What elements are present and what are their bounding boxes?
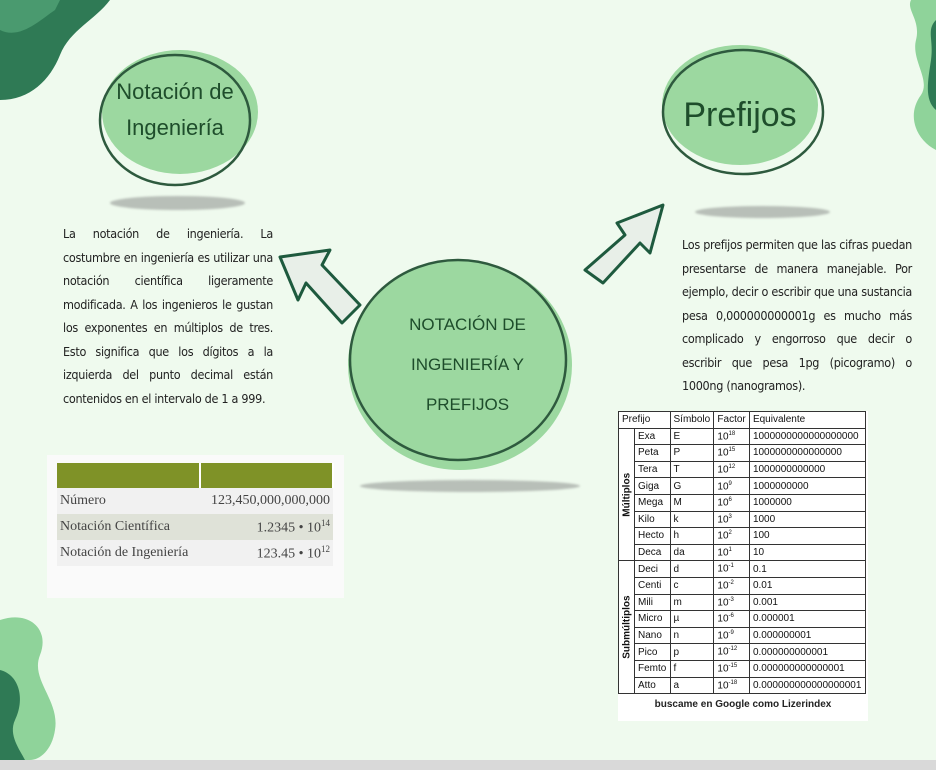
- title-line: Ingeniería: [126, 115, 224, 140]
- symbol-cell: P: [670, 445, 714, 462]
- symbol-cell: m: [670, 594, 714, 611]
- symbol-cell: p: [670, 644, 714, 661]
- row-label: Notación Científica: [57, 514, 200, 540]
- right-topic-title: Prefijos: [683, 95, 797, 134]
- table-row: [619, 494, 866, 511]
- equivalent-cell: 100: [749, 528, 865, 545]
- shadow: [360, 480, 580, 492]
- header-symbol: Símbolo: [670, 412, 714, 429]
- factor-cell: $10^{-1}$: [714, 561, 750, 578]
- row-label: Número: [57, 488, 200, 514]
- wave-decoration-bottom-left: [0, 610, 80, 760]
- equivalent-cell: 0.000000001: [749, 627, 865, 644]
- table-row: [619, 577, 866, 594]
- symbol-cell: d: [670, 561, 714, 578]
- prefix-cell: Tera: [635, 461, 671, 478]
- prefix-cell: Nano: [635, 627, 671, 644]
- prefix-cell: Deca: [635, 544, 671, 561]
- table-row: [619, 428, 866, 445]
- prefix-cell: Hecto: [635, 528, 671, 545]
- equivalent-cell: 0.001: [749, 594, 865, 611]
- table-row: [57, 514, 333, 540]
- prefix-cell: Exa: [635, 428, 671, 445]
- prefix-cell: Micro: [635, 611, 671, 628]
- symbol-cell: h: [670, 528, 714, 545]
- left-topic-title: [110, 60, 240, 160]
- table-row: [619, 644, 866, 661]
- prefix-cell: Deci: [635, 561, 671, 578]
- table-row: [619, 511, 866, 528]
- factor-cell: $10^{-18}$: [714, 677, 750, 694]
- header-cell: [57, 463, 200, 488]
- table-row: [619, 677, 866, 694]
- prefix-cell: Atto: [635, 677, 671, 694]
- equivalent-cell: 0.000000000000000001: [749, 677, 865, 694]
- header-prefix: Prefijo: [619, 412, 671, 429]
- right-description: Los prefijos permiten que las cifras puedan presentarse de manera manejable. Por ejemplo, decir o escribir que una sustancia pesa 0,000000000001g es mucho más complicado y engorroso que decir o escribir que pesa 1pg (picogramo) o 1000ng (nanogramos).: [682, 237, 912, 393]
- factor-cell: $10^1$: [714, 544, 750, 561]
- equivalent-cell: 1000000: [749, 494, 865, 511]
- symbol-cell: T: [670, 461, 714, 478]
- prefix-cell: Femto: [635, 660, 671, 677]
- prefix-table: [618, 411, 868, 721]
- symbol-cell: M: [670, 494, 714, 511]
- factor-cell: $10^3$: [714, 511, 750, 528]
- table-footer: buscame en Google como Lizerindex: [654, 699, 832, 711]
- shadow: [110, 196, 245, 210]
- table-row: [619, 528, 866, 545]
- table-row: [619, 461, 866, 478]
- table-row: [619, 561, 866, 578]
- title-line: PREFIJOS: [425, 395, 510, 414]
- table-row: [619, 445, 866, 462]
- table-row: [619, 611, 866, 628]
- shadow: [695, 206, 830, 218]
- factor-cell: $10^{-9}$: [714, 627, 750, 644]
- equivalent-cell: 0.1: [749, 561, 865, 578]
- symbol-cell: f: [670, 660, 714, 677]
- table-row: [619, 478, 866, 495]
- prefix-cell: Kilo: [635, 511, 671, 528]
- table-row: [619, 660, 866, 677]
- equivalent-cell: 1000: [749, 511, 865, 528]
- group-label: Múltiplos: [619, 428, 635, 561]
- equivalent-cell: 10: [749, 544, 865, 561]
- row-value: 1.2345 • $10^{14}$: [200, 514, 333, 540]
- header-cell: [200, 463, 333, 488]
- header-factor: Factor: [714, 412, 750, 429]
- table-row: [57, 488, 333, 514]
- symbol-cell: E: [670, 428, 714, 445]
- title-line: Notación de: [116, 79, 234, 104]
- row-value: 123.45 • $10^{12}$: [200, 540, 333, 566]
- prefix-cell: Mega: [635, 494, 671, 511]
- factor-cell: $10^2$: [714, 528, 750, 545]
- equivalent-cell: 0.01: [749, 577, 865, 594]
- group-label: Submúltiplos: [619, 561, 635, 694]
- row-label: Notación de Ingeniería: [57, 540, 200, 566]
- left-description: La notación de ingeniería. La costumbre en ingeniería es utilizar una notación científica ligeramente modificada. A los ingenieros le gustan los exponentes en múltiplos de tres. Esto significa que los dígitos a la izquierda del punto decimal están contenidos en el intervalo de 1 a 999.: [63, 226, 273, 406]
- factor-cell: $10^9$: [714, 478, 750, 495]
- prefix-cell: Centi: [635, 577, 671, 594]
- prefix-cell: Pico: [635, 644, 671, 661]
- symbol-cell: a: [670, 677, 714, 694]
- factor-cell: $10^{-6}$: [714, 611, 750, 628]
- symbol-cell: k: [670, 511, 714, 528]
- notation-comparison-table: [47, 455, 344, 598]
- main-title: [365, 315, 570, 414]
- factor-cell: $10^{-15}$: [714, 660, 750, 677]
- symbol-cell: da: [670, 544, 714, 561]
- factor-cell: $10^{-3}$: [714, 594, 750, 611]
- table-row: [57, 540, 333, 566]
- equivalent-cell: 1000000000000: [749, 461, 865, 478]
- factor-cell: $10^{-2}$: [714, 577, 750, 594]
- symbol-cell: G: [670, 478, 714, 495]
- symbol-cell: µ: [670, 611, 714, 628]
- equivalent-cell: 0.000001: [749, 611, 865, 628]
- equivalent-cell: 1000000000: [749, 478, 865, 495]
- wave-decoration-top-right: [836, 0, 936, 150]
- factor-cell: $10^{18}$: [714, 428, 750, 445]
- factor-cell: $10^6$: [714, 494, 750, 511]
- symbol-cell: n: [670, 627, 714, 644]
- title-line: NOTACIÓN DE INGENIERÍA Y: [409, 315, 526, 374]
- factor-cell: $10^{-12}$: [714, 644, 750, 661]
- header-equivalent: Equivalente: [749, 412, 865, 429]
- table-row: [619, 594, 866, 611]
- equivalent-cell: 1000000000000000000: [749, 428, 865, 445]
- equivalent-cell: 0.000000000000001: [749, 660, 865, 677]
- table-row: [619, 544, 866, 561]
- equivalent-cell: 0.000000000001: [749, 644, 865, 661]
- prefix-cell: Peta: [635, 445, 671, 462]
- arrow-icon-right: [575, 195, 670, 290]
- row-value: 123,450,000,000,000: [200, 488, 333, 514]
- factor-cell: $10^{15}$: [714, 445, 750, 462]
- prefix-cell: Mili: [635, 594, 671, 611]
- symbol-cell: c: [670, 577, 714, 594]
- factor-cell: $10^{12}$: [714, 461, 750, 478]
- table-row: [619, 627, 866, 644]
- equivalent-cell: 1000000000000000: [749, 445, 865, 462]
- prefix-cell: Giga: [635, 478, 671, 495]
